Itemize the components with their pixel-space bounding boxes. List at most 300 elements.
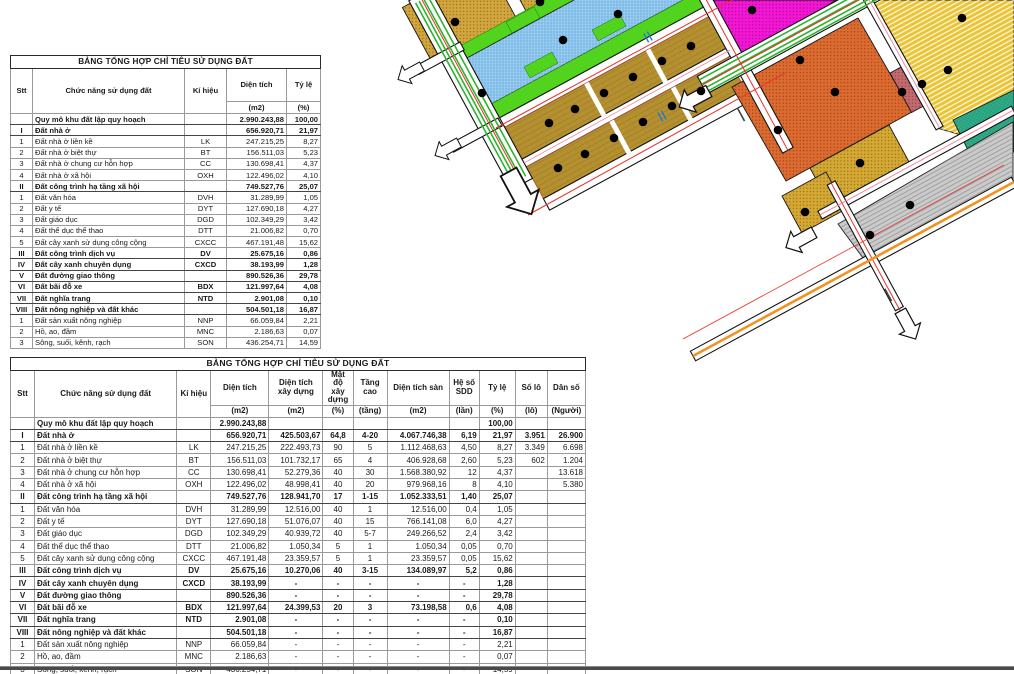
- cell-symbol: NTD: [177, 614, 211, 626]
- table-row: [11, 515, 586, 527]
- cell-built: -: [269, 638, 323, 650]
- table-title: BẢNG TỔNG HỢP CHỈ TIÊU SỬ DỤNG ĐẤT: [11, 358, 586, 371]
- cell-pop: [547, 577, 585, 589]
- cell-far: -: [449, 577, 479, 589]
- cell-floor_area: -: [387, 638, 449, 650]
- cell-symbol: DYT: [177, 515, 211, 527]
- cell-ratio: 1,28: [479, 577, 515, 589]
- cell-density: 40: [323, 503, 353, 515]
- cell-far: 6,19: [449, 429, 479, 441]
- cell-symbol: CXCD: [185, 259, 227, 270]
- cell-stt: III: [11, 248, 33, 259]
- cell-name: Đất nông nghiệp và đất khác: [33, 304, 185, 315]
- cell-stt: 3: [11, 158, 33, 169]
- cell-pop: 13.618: [547, 466, 585, 478]
- col-header-lots: Số lô: [515, 371, 547, 406]
- cell-stt: 3: [11, 466, 35, 478]
- cell-stt: VII: [11, 614, 35, 626]
- col-header-built-area: Diện tích xây dựng: [269, 371, 323, 406]
- cell-stt: 1: [11, 315, 33, 326]
- cell-density: 20: [323, 602, 353, 614]
- cell-density: [323, 417, 353, 429]
- cell-floor_area: 1.112.468,63: [387, 442, 449, 454]
- cell-name: Đất nhà ở biệt thự: [33, 147, 185, 158]
- cell-floor_area: 979.968,16: [387, 479, 449, 491]
- col-header-area: Diện tích: [211, 371, 269, 406]
- cell-floors: -: [353, 651, 387, 663]
- cell-floor_area: -: [387, 577, 449, 589]
- cell-name: Đất nhà ở liền kề: [33, 136, 185, 147]
- cell-name: Đất giáo dục: [35, 528, 177, 540]
- cell-ratio: 5,23: [479, 454, 515, 466]
- cell-far: 12: [449, 466, 479, 478]
- cell-lots: [515, 503, 547, 515]
- cell-stt: 2: [11, 326, 33, 337]
- cell-name: Đất nhà ở chung cư hỗn hợp: [33, 158, 185, 169]
- cell-name: Đất đường giao thông: [35, 589, 177, 601]
- cell-area: 122.496,02: [211, 479, 269, 491]
- cell-symbol: LK: [177, 442, 211, 454]
- cell-lots: [515, 515, 547, 527]
- cell-stt: 2: [11, 651, 35, 663]
- cell-name: Đất nhà ở: [33, 125, 185, 136]
- cell-area: 102.349,29: [227, 214, 287, 225]
- cell-far: 0,05: [449, 552, 479, 564]
- cell-ratio: 1,28: [287, 259, 321, 270]
- col-header-ratio: Tỷ lệ: [479, 371, 515, 406]
- cell-stt: 1: [11, 503, 35, 515]
- cell-pop: [547, 651, 585, 663]
- table-row: [11, 651, 586, 663]
- cell-ratio: 4,37: [479, 466, 515, 478]
- cell-built: 23.359,57: [269, 552, 323, 564]
- cell-name: Đất bãi đỗ xe: [33, 281, 185, 292]
- table-row: [11, 337, 321, 348]
- cell-name: Đất nhà ở xã hội: [35, 479, 177, 491]
- cell-lots: [515, 577, 547, 589]
- cell-pop: [547, 491, 585, 503]
- cell-ratio: 16,87: [287, 304, 321, 315]
- cell-density: 40: [323, 515, 353, 527]
- table-row: [11, 147, 321, 158]
- cell-floors: 3-15: [353, 565, 387, 577]
- cell-ratio: 100,00: [287, 114, 321, 125]
- land-use-summary-table: [10, 55, 321, 349]
- cell-floors: 30: [353, 466, 387, 478]
- cell-pop: [547, 565, 585, 577]
- cell-far: 0,6: [449, 602, 479, 614]
- cell-floors: -: [353, 638, 387, 650]
- cell-ratio: 1,05: [287, 192, 321, 203]
- cell-symbol: OXH: [185, 169, 227, 180]
- cell-stt: [11, 417, 35, 429]
- cell-symbol: DVH: [177, 503, 211, 515]
- cell-area: 66.059,84: [227, 315, 287, 326]
- cell-floor_area: 249.266,52: [387, 528, 449, 540]
- cell-name: Đất y tế: [35, 515, 177, 527]
- cell-area: 890.526,36: [227, 270, 287, 281]
- cell-symbol: LK: [185, 136, 227, 147]
- cell-density: 40: [323, 466, 353, 478]
- table-row: [11, 638, 586, 650]
- cell-name: Đất y tế: [33, 203, 185, 214]
- cell-stt: 1: [11, 442, 35, 454]
- cell-stt: VII: [11, 293, 33, 304]
- cell-area: 2.901,08: [227, 293, 287, 304]
- table-row: [11, 237, 321, 248]
- cell-area: 31.289,99: [227, 192, 287, 203]
- cell-far: -: [449, 651, 479, 663]
- cell-area: 749.527,76: [211, 491, 269, 503]
- cell-ratio: 3,42: [287, 214, 321, 225]
- table-row: [11, 528, 586, 540]
- cell-density: -: [323, 577, 353, 589]
- cell-floor_area: -: [387, 589, 449, 601]
- cell-pop: [547, 503, 585, 515]
- cell-ratio: 0,70: [287, 225, 321, 236]
- cell-name: Đất nhà ở: [35, 429, 177, 441]
- cell-pop: [547, 417, 585, 429]
- cell-lots: 3.349: [515, 442, 547, 454]
- cell-floor_area: 134.089,97: [387, 565, 449, 577]
- cell-far: 2,60: [449, 454, 479, 466]
- cell-far: [449, 417, 479, 429]
- cell-symbol: DGD: [185, 214, 227, 225]
- col-header-name: Chức năng sử dụng đất: [33, 69, 185, 114]
- cell-pop: [547, 589, 585, 601]
- cell-symbol: [177, 491, 211, 503]
- cell-lots: [515, 626, 547, 638]
- cell-name: Quy mô khu đất lập quy hoạch: [35, 417, 177, 429]
- cell-name: Đất cây xanh sử dụng công cộng: [35, 552, 177, 564]
- cell-area: 21.006,82: [227, 225, 287, 236]
- cell-stt: IV: [11, 259, 33, 270]
- cell-stt: 5: [11, 237, 33, 248]
- cell-built: 222.493,73: [269, 442, 323, 454]
- cell-ratio: 21,97: [479, 429, 515, 441]
- cell-name: Hồ, ao, đầm: [35, 651, 177, 663]
- cell-area: 504.501,18: [211, 626, 269, 638]
- cell-stt: V: [11, 270, 33, 281]
- cell-area: 25.675,16: [211, 565, 269, 577]
- cell-lots: [515, 540, 547, 552]
- cell-floors: 4-20: [353, 429, 387, 441]
- cell-pop: 1.204: [547, 454, 585, 466]
- table-row: [11, 192, 321, 203]
- cell-ratio: 2,21: [479, 638, 515, 650]
- cell-name: Đất đường giao thông: [33, 270, 185, 281]
- cell-symbol: CXCC: [185, 237, 227, 248]
- cell-lots: [515, 602, 547, 614]
- cell-ratio: 3,42: [479, 528, 515, 540]
- cell-symbol: [177, 429, 211, 441]
- col-header-floor-area: Diện tích sàn: [387, 371, 449, 406]
- cell-floor_area: 766.141,08: [387, 515, 449, 527]
- cell-ratio: 4,27: [287, 203, 321, 214]
- cell-stt: II: [11, 181, 33, 192]
- cell-lots: [515, 638, 547, 650]
- col-header-area: Diện tích: [227, 69, 287, 102]
- col-header-name: Chức năng sử dụng đất: [35, 371, 177, 418]
- cell-stt: 2: [11, 203, 33, 214]
- cell-symbol: DYT: [185, 203, 227, 214]
- cell-symbol: BDX: [177, 602, 211, 614]
- cell-floors: 5-7: [353, 528, 387, 540]
- cell-ratio: 25,07: [287, 181, 321, 192]
- cell-ratio: 4,08: [479, 602, 515, 614]
- cell-ratio: 0,86: [479, 565, 515, 577]
- unit-population: (Người): [547, 405, 585, 417]
- cell-stt: 1: [11, 136, 33, 147]
- cell-stt: VIII: [11, 626, 35, 638]
- cell-symbol: NNP: [185, 315, 227, 326]
- cell-stt: 1: [11, 192, 33, 203]
- table-row: [11, 315, 321, 326]
- cell-floor_area: 12.516,00: [387, 503, 449, 515]
- table-row: [11, 552, 586, 564]
- cell-far: -: [449, 638, 479, 650]
- table-row: [11, 503, 586, 515]
- cell-ratio: 8,27: [479, 442, 515, 454]
- cell-name: Đất nhà ở chung cư hỗn hợp: [35, 466, 177, 478]
- cell-density: 64,8: [323, 429, 353, 441]
- cell-area: 749.527,76: [227, 181, 287, 192]
- cell-built: 10.270,06: [269, 565, 323, 577]
- cell-built: -: [269, 589, 323, 601]
- table-row: [11, 114, 321, 125]
- cell-far: -: [449, 589, 479, 601]
- col-header-population: Dân số: [547, 371, 585, 406]
- cell-symbol: DTT: [185, 225, 227, 236]
- cell-area: 21.006,82: [211, 540, 269, 552]
- table-row: [11, 181, 321, 192]
- cell-symbol: [177, 589, 211, 601]
- cell-built: 425.503,67: [269, 429, 323, 441]
- cell-symbol: BT: [177, 454, 211, 466]
- cell-far: 6,0: [449, 515, 479, 527]
- cell-name: Đất nhà ở xã hội: [33, 169, 185, 180]
- cell-stt: 2: [11, 515, 35, 527]
- table-row: [11, 614, 586, 626]
- cell-area: 2.901,08: [211, 614, 269, 626]
- cell-lots: [515, 589, 547, 601]
- cell-area: 890.526,36: [211, 589, 269, 601]
- table-row: [11, 442, 586, 454]
- cell-area: 467.191,48: [211, 552, 269, 564]
- cell-ratio: 4,10: [479, 479, 515, 491]
- unit-area: (m2): [227, 102, 287, 114]
- cell-built: 101.732,17: [269, 454, 323, 466]
- cell-built: 40.939,72: [269, 528, 323, 540]
- cell-floors: -: [353, 577, 387, 589]
- cell-stt: 4: [11, 540, 35, 552]
- cell-ratio: 2,21: [287, 315, 321, 326]
- cell-built: 51.076,07: [269, 515, 323, 527]
- cell-name: Đất cây xanh chuyên dụng: [35, 577, 177, 589]
- cell-stt: I: [11, 125, 33, 136]
- cell-far: -: [449, 626, 479, 638]
- cell-density: 5: [323, 552, 353, 564]
- cell-area: 127.690,18: [211, 515, 269, 527]
- cell-symbol: DV: [185, 248, 227, 259]
- table-row: [11, 248, 321, 259]
- cell-area: 130.698,41: [227, 158, 287, 169]
- cell-stt: VI: [11, 281, 33, 292]
- cell-symbol: NTD: [185, 293, 227, 304]
- cell-area: 2.990.243,88: [227, 114, 287, 125]
- cell-density: 90: [323, 442, 353, 454]
- cell-density: 40: [323, 479, 353, 491]
- cell-lots: 3.951: [515, 429, 547, 441]
- table-row: [11, 203, 321, 214]
- cell-far: 0,4: [449, 503, 479, 515]
- cell-density: -: [323, 626, 353, 638]
- cell-symbol: SON: [185, 337, 227, 348]
- cell-ratio: 100,00: [479, 417, 515, 429]
- table-row: [11, 169, 321, 180]
- cell-name: Đất công trình hạ tầng xã hội: [35, 491, 177, 503]
- cell-floor_area: [387, 417, 449, 429]
- cell-stt: III: [11, 565, 35, 577]
- cell-ratio: 5,23: [287, 147, 321, 158]
- table-row: [11, 214, 321, 225]
- col-header-ratio: Tỷ lệ: [287, 69, 321, 102]
- cell-name: Đất nhà ở liền kề: [35, 442, 177, 454]
- page-bottom-rule: [0, 666, 1014, 670]
- table-row: [11, 125, 321, 136]
- unit-lots: (lô): [515, 405, 547, 417]
- table-row: [11, 429, 586, 441]
- cell-density: -: [323, 651, 353, 663]
- cell-name: Đất thể dục thể thao: [35, 540, 177, 552]
- cell-symbol: CXCD: [177, 577, 211, 589]
- cell-name: Đất văn hóa: [33, 192, 185, 203]
- col-header-floors: Tầng cao: [353, 371, 387, 406]
- cell-area: 467.191,48: [227, 237, 287, 248]
- cell-symbol: [177, 417, 211, 429]
- cell-symbol: DVH: [185, 192, 227, 203]
- cell-floor_area: 406.928,68: [387, 454, 449, 466]
- cell-area: 25.675,16: [227, 248, 287, 259]
- table-row: [11, 293, 321, 304]
- cell-symbol: [177, 626, 211, 638]
- cell-area: 2.186,63: [211, 651, 269, 663]
- cell-symbol: NNP: [177, 638, 211, 650]
- cell-name: Đất nghĩa trang: [35, 614, 177, 626]
- cell-area: 66.059,84: [211, 638, 269, 650]
- cell-area: 31.289,99: [211, 503, 269, 515]
- table-title: BẢNG TỔNG HỢP CHỈ TIÊU SỬ DỤNG ĐẤT: [11, 56, 321, 69]
- cell-ratio: 1,05: [479, 503, 515, 515]
- table-row: [11, 626, 586, 638]
- cell-area: 121.997,64: [211, 602, 269, 614]
- cell-built: 12.516,00: [269, 503, 323, 515]
- cell-floors: 1: [353, 552, 387, 564]
- cell-ratio: 0,07: [287, 326, 321, 337]
- cell-built: 128.941,70: [269, 491, 323, 503]
- cell-area: 38.193,99: [227, 259, 287, 270]
- col-header-symbol: Kí hiệu: [185, 69, 227, 114]
- cell-name: Đất nghĩa trang: [33, 293, 185, 304]
- cell-built: 24.399,53: [269, 602, 323, 614]
- cell-floors: 15: [353, 515, 387, 527]
- cell-ratio: 15,62: [287, 237, 321, 248]
- cell-ratio: 0,07: [479, 651, 515, 663]
- cell-area: 247.215,25: [227, 136, 287, 147]
- cell-stt: 2: [11, 147, 33, 158]
- cell-pop: [547, 528, 585, 540]
- cell-ratio: 25,07: [479, 491, 515, 503]
- cell-pop: [547, 540, 585, 552]
- cell-lots: 602: [515, 454, 547, 466]
- cell-area: 121.997,64: [227, 281, 287, 292]
- cell-floors: 3: [353, 602, 387, 614]
- col-header-far: Hệ số SDD: [449, 371, 479, 406]
- cell-name: Đất sản xuất nông nghiệp: [35, 638, 177, 650]
- cell-density: 40: [323, 528, 353, 540]
- cell-name: Đất thể dục thể thao: [33, 225, 185, 236]
- cell-ratio: 14,59: [287, 337, 321, 348]
- table-row: [11, 466, 586, 478]
- cell-area: 102.349,29: [211, 528, 269, 540]
- cell-lots: [515, 651, 547, 663]
- cell-stt: V: [11, 589, 35, 601]
- cell-stt: 2: [11, 454, 35, 466]
- cell-ratio: 4,27: [479, 515, 515, 527]
- table-row: [11, 540, 586, 552]
- cell-floor_area: 4.067.746,38: [387, 429, 449, 441]
- table-row: [11, 577, 586, 589]
- cell-density: -: [323, 638, 353, 650]
- cell-built: 1.050,34: [269, 540, 323, 552]
- table-row: [11, 158, 321, 169]
- table-row: [11, 259, 321, 270]
- cell-area: 656.920,71: [211, 429, 269, 441]
- cell-lots: [515, 466, 547, 478]
- cell-ratio: 15,62: [479, 552, 515, 564]
- cell-stt: VI: [11, 602, 35, 614]
- cell-floor_area: -: [387, 626, 449, 638]
- cell-name: Đất văn hóa: [35, 503, 177, 515]
- cell-area: 156.511,03: [211, 454, 269, 466]
- cell-ratio: 4,10: [287, 169, 321, 180]
- cell-symbol: DTT: [177, 540, 211, 552]
- cell-symbol: [185, 114, 227, 125]
- cell-name: Đất công trình dịch vụ: [35, 565, 177, 577]
- cell-floor_area: -: [387, 614, 449, 626]
- cell-symbol: MNC: [177, 651, 211, 663]
- cell-pop: 5.380: [547, 479, 585, 491]
- cell-name: Đất nông nghiệp và đất khác: [35, 626, 177, 638]
- table-row: [11, 491, 586, 503]
- cell-far: 0,05: [449, 540, 479, 552]
- cell-stt: VIII: [11, 304, 33, 315]
- cell-area: 156.511,03: [227, 147, 287, 158]
- cell-name: Đất bãi đỗ xe: [35, 602, 177, 614]
- cell-built: 52.279,36: [269, 466, 323, 478]
- unit-floor-area: (m2): [387, 405, 449, 417]
- table-row: [11, 225, 321, 236]
- cell-symbol: BDX: [185, 281, 227, 292]
- cell-pop: [547, 626, 585, 638]
- cell-stt: 4: [11, 479, 35, 491]
- cell-name: Đất sản xuất nông nghiệp: [33, 315, 185, 326]
- cell-floors: -: [353, 589, 387, 601]
- cell-ratio: 16,87: [479, 626, 515, 638]
- cell-name: Đất nhà ở biệt thự: [35, 454, 177, 466]
- cell-floor_area: 73.198,58: [387, 602, 449, 614]
- cell-lots: [515, 479, 547, 491]
